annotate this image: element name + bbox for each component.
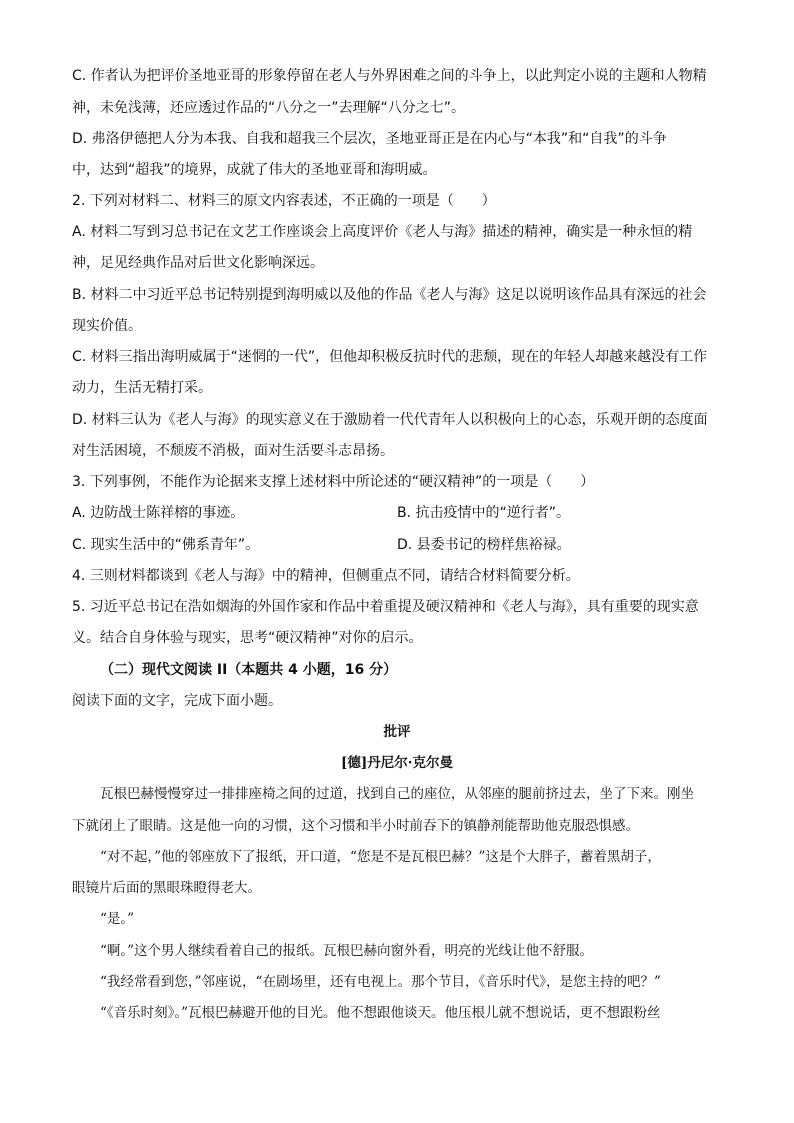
q3-option-a: A. 边防战士陈祥榕的事迹。	[72, 505, 245, 521]
story-paragraph-4: “啊。”这个男人继续看着自己的报纸。瓦根巴赫向窗外看，明亮的光线让他不舒服。	[100, 943, 594, 959]
q3-option-b: B. 抗击疫情中的“逆行者”。	[397, 505, 571, 521]
q2-option-a-line1: A. 材料二写到习总书记在文艺工作座谈会上高度评价《老人与海》描述的精神，确实是一种永恒的精	[72, 224, 693, 240]
q1-option-c-line1: C. 作者认为把评价圣地亚哥的形象停留在老人与外界困难之间的斗争上，以此判定小说的主题和人物精	[72, 68, 707, 84]
story-paragraph-3: “是。”	[100, 911, 135, 927]
q5-stem-line2: 义。结合自身体验与现实，思考“硬汉精神”对你的启示。	[72, 630, 423, 646]
q2-option-b-line2: 现实价值。	[72, 318, 142, 334]
story-paragraph-6: “《音乐时刻》。”瓦根巴赫避开他的目光。他不想跟他谈天。他压根儿就不想说话，更不想跟粉丝	[100, 1005, 661, 1021]
reading-instruction: 阅读下面的文字，完成下面小题。	[72, 693, 282, 709]
q1-option-c-line2: 神，未免浅薄，还应透过作品的“八分之一”去理解“八分之七”。	[72, 100, 466, 116]
story-title: 批评	[383, 724, 411, 740]
q5-stem-line1: 5. 习近平总书记在浩如烟海的外国作家和作品中着重提及硬汉精神和《老人与海》，具有重要的现实意	[72, 599, 699, 615]
story-paragraph-2-line2: 眼镜片后面的黑眼珠瞪得老大。	[72, 880, 261, 896]
q3-option-c: C. 现实生活中的“佛系青年”。	[72, 537, 260, 553]
q3-stem: 3. 下列事例，不能作为论据来支撑上述材料中所论述的“硬汉精神”的一项是（ ）	[72, 474, 595, 490]
q2-option-d-line2: 对生活困境，不颓废不消极，面对生活要斗志昂扬。	[72, 443, 394, 459]
q2-option-c-line2: 动力，生活无精打采。	[72, 380, 212, 396]
story-paragraph-1-line1: 瓦根巴赫慢慢穿过一排排座椅之间的过道，找到自己的座位，从邻座的腿前挤过去，坐了下来。刚坐	[100, 786, 694, 802]
q2-option-a-line2: 神，足见经典作品对后世文化影响深远。	[72, 255, 324, 271]
q3-option-d: D. 县委书记的榜样焦裕禄。	[397, 537, 571, 553]
q1-option-d-line1: D. 弗洛伊德把人分为本我、自我和超我三个层次，圣地亚哥正是在内心与“本我”和“自我”的斗争	[72, 131, 667, 147]
q2-option-b-line1: B. 材料二中习近平总书记特别提到海明威以及他的作品《老人与海》这足以说明该作品具有深远的社会	[72, 287, 707, 303]
story-author: [德]丹尼尔·克尔曼	[341, 755, 453, 771]
q2-stem: 2. 下列对材料二、材料三的原文内容表述，不正确的一项是（ ）	[72, 193, 496, 209]
q2-option-d-line1: D. 材料三认为《老人与海》的现实意义在于激励着一代代青年人以积极向上的心态，乐观开朗的态度面	[72, 412, 708, 428]
story-paragraph-1-line2: 下就闭上了眼睛。这是他一向的习惯，这个习惯和半小时前吞下的镇静剂能帮助他克服恐惧感。	[72, 818, 639, 834]
q2-option-c-line1: C. 材料三指出海明威属于“迷惘的一代”，但他却积极反抗时代的悲颓，现在的年轻人却越来越没有工作	[72, 349, 708, 365]
q4-stem: 4. 三则材料都谈到《老人与海》中的精神，但侧重点不同，请结合材料简要分析。	[72, 568, 580, 584]
q1-option-d-line2: 中，达到“超我”的境界，成就了伟大的圣地亚哥和海明威。	[72, 162, 437, 178]
story-paragraph-5: “我经常看到您，”邻座说，“在剧场里，还有电视上。那个节目，《音乐时代》，是您主持的吧？”	[100, 974, 661, 990]
section-heading: （二）现代文阅读 II（本题共 4 小题，16 分）	[100, 662, 398, 678]
story-paragraph-2-line1: “对不起，”他的邻座放下了报纸，开口道，“您是不是瓦根巴赫？”这是个大胖子，蓄着黑胡子，	[100, 849, 661, 865]
